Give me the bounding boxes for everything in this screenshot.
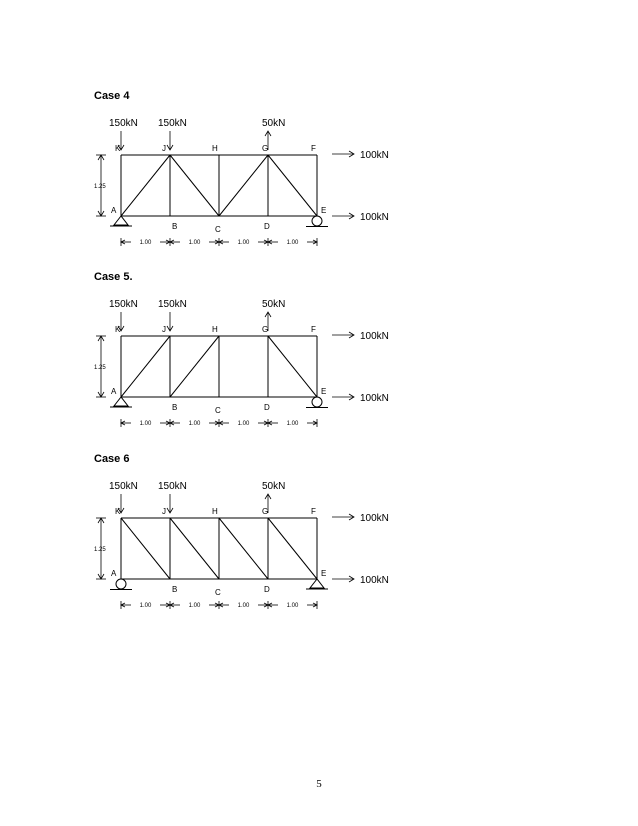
load-label-e: 100kN	[360, 575, 389, 586]
load-label-k: 150kN	[109, 118, 138, 129]
load-label-f: 100kN	[360, 150, 389, 161]
pin-support-icon	[306, 579, 328, 589]
down-arrow-icon	[118, 131, 124, 150]
case-6-heading: Case 6	[94, 453, 130, 465]
height-label: 1.25	[94, 365, 106, 371]
load-label-j: 150kN	[158, 481, 187, 492]
load-label-j: 150kN	[158, 299, 187, 310]
down-arrow-icon	[167, 312, 173, 331]
span-label: 1.00	[188, 421, 201, 427]
diagonal-member	[219, 155, 268, 216]
load-label-k: 150kN	[109, 299, 138, 310]
right-arrow-icon	[332, 213, 354, 219]
diagonal-member	[170, 336, 219, 397]
span-label: 1.00	[188, 603, 201, 609]
node-label-b: B	[172, 222, 178, 231]
node-label-f: F	[311, 507, 316, 516]
node-label-d: D	[264, 222, 270, 231]
truss-members	[121, 336, 317, 397]
down-arrow-icon	[167, 131, 173, 150]
right-arrow-icon	[332, 332, 354, 338]
load-label-f: 100kN	[360, 331, 389, 342]
roller-support-icon	[110, 579, 132, 590]
down-arrow-icon	[118, 312, 124, 331]
node-label-h: H	[212, 507, 218, 516]
node-label-a: A	[111, 387, 117, 396]
page-number: 5	[316, 778, 322, 790]
node-label-k: K	[115, 507, 121, 516]
node-label-k: K	[115, 144, 121, 153]
span-label: 1.00	[139, 421, 152, 427]
node-label-e: E	[321, 387, 327, 396]
height-label: 1.25	[94, 547, 106, 553]
node-label-c: C	[215, 406, 221, 415]
load-label-g: 50kN	[262, 118, 286, 129]
span-label: 1.00	[286, 421, 299, 427]
diagonal-member	[268, 155, 317, 216]
node-label-f: F	[311, 325, 316, 334]
diagonal-member	[268, 518, 317, 579]
case-6-truss-diagram	[80, 471, 400, 629]
right-arrow-icon	[332, 151, 354, 157]
diagonal-member	[170, 518, 219, 579]
truss-members	[121, 155, 317, 216]
diagonal-member	[121, 518, 170, 579]
node-label-a: A	[111, 569, 117, 578]
case-4-heading: Case 4	[94, 90, 130, 102]
load-label-f: 100kN	[360, 513, 389, 524]
span-label: 1.00	[139, 603, 152, 609]
node-label-f: F	[311, 144, 316, 153]
load-label-g: 50kN	[262, 481, 286, 492]
pin-support-icon	[110, 216, 132, 226]
right-arrow-icon	[332, 394, 354, 400]
node-label-b: B	[172, 403, 178, 412]
case-5-truss-diagram	[80, 289, 400, 447]
node-label-h: H	[212, 144, 218, 153]
node-label-g: G	[262, 144, 269, 153]
load-label-g: 50kN	[262, 299, 286, 310]
span-label: 1.00	[237, 421, 250, 427]
span-label: 1.00	[286, 240, 299, 246]
node-label-c: C	[215, 225, 221, 234]
node-label-k: K	[115, 325, 121, 334]
span-label: 1.00	[286, 603, 299, 609]
node-label-c: C	[215, 588, 221, 597]
right-arrow-icon	[332, 514, 354, 520]
diagonal-member	[268, 336, 317, 397]
truss-members	[121, 518, 317, 579]
node-label-h: H	[212, 325, 218, 334]
roller-support-icon	[306, 216, 328, 227]
down-arrow-icon	[167, 494, 173, 513]
load-label-e: 100kN	[360, 393, 389, 404]
diagonal-member	[121, 336, 170, 397]
case-5-heading: Case 5.	[94, 271, 133, 283]
node-label-g: G	[262, 507, 269, 516]
node-label-a: A	[111, 206, 117, 215]
roller-support-icon	[306, 397, 328, 408]
node-label-d: D	[264, 403, 270, 412]
node-label-e: E	[321, 569, 327, 578]
load-label-e: 100kN	[360, 212, 389, 223]
node-label-g: G	[262, 325, 269, 334]
diagonal-member	[219, 518, 268, 579]
pin-support-icon	[110, 397, 132, 407]
span-label: 1.00	[139, 240, 152, 246]
load-label-k: 150kN	[109, 481, 138, 492]
load-label-j: 150kN	[158, 118, 187, 129]
diagonal-member	[170, 155, 219, 216]
node-label-b: B	[172, 585, 178, 594]
node-label-d: D	[264, 585, 270, 594]
span-label: 1.00	[237, 240, 250, 246]
span-label: 1.00	[237, 603, 250, 609]
node-label-j: J	[162, 325, 166, 334]
node-label-j: J	[162, 507, 166, 516]
case-4-truss-diagram	[80, 108, 400, 266]
down-arrow-icon	[118, 494, 124, 513]
node-label-j: J	[162, 144, 166, 153]
node-label-e: E	[321, 206, 327, 215]
span-label: 1.00	[188, 240, 201, 246]
diagonal-member	[121, 155, 170, 216]
right-arrow-icon	[332, 576, 354, 582]
height-label: 1.25	[94, 184, 106, 190]
